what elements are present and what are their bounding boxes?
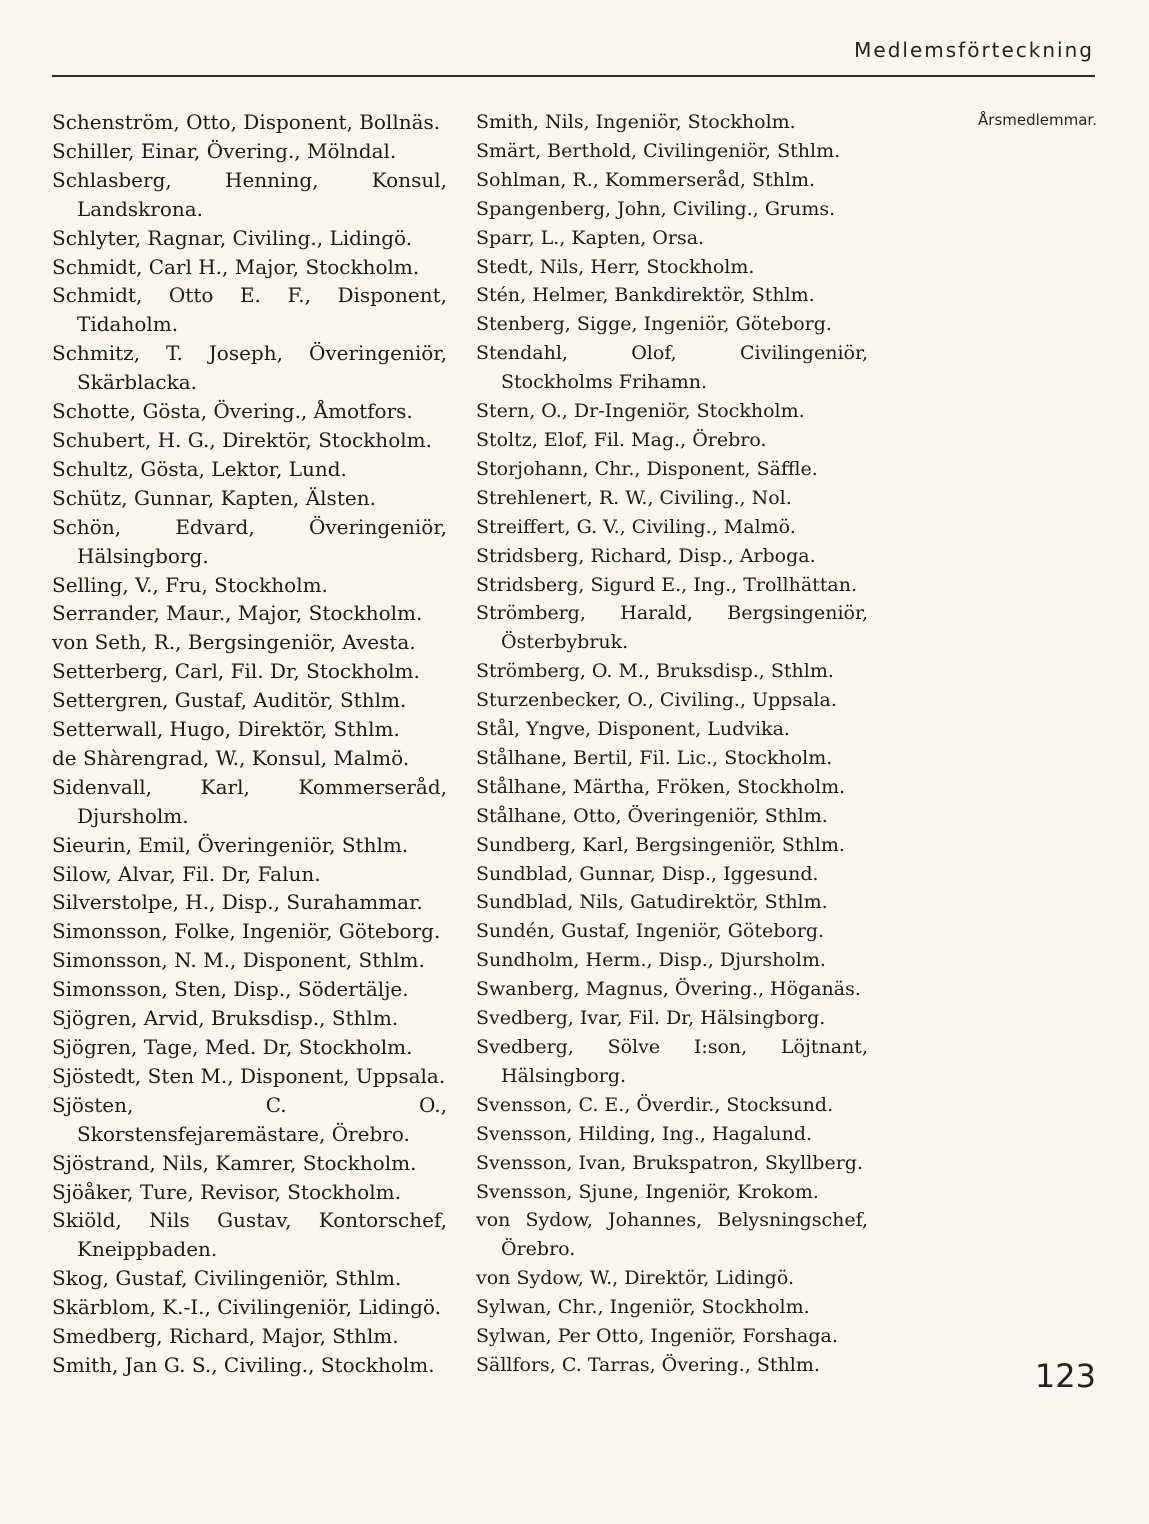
member-entry: Selling, V., Fru, Stockholm. [52,572,328,597]
member-entry: Sundén, Gustaf, Ingeniör, Göteborg. [476,920,825,943]
member-entry: Svensson, Ivan, Brukspatron, Skyllberg. [476,1151,863,1174]
page-number: 123 [1034,1357,1096,1395]
section-label: Årsmedlemmar. [978,111,1097,129]
member-entry: Stén, Helmer, Bankdirektör, Sthlm. [476,284,815,307]
member-entry: Sjöstedt, Sten M., Disponent, Uppsala. [52,1063,446,1088]
member-entry: Schultz, Gösta, Lektor, Lund. [52,456,347,481]
member-entry: von Sydow, Johannes, Belysningschef, Örebro. [476,1209,868,1261]
member-entry: Stoltz, Elof, Fil. Mag., Örebro. [476,428,767,451]
member-entry: Setterwall, Hugo, Direktör, Sthlm. [52,717,400,742]
member-entry: Sundholm, Herm., Disp., Djursholm. [476,949,826,972]
member-entry: Schlyter, Ragnar, Civiling., Lidingö. [52,225,413,250]
member-entry: Schiller, Einar, Övering., Mölndal. [52,138,397,163]
member-entry: Sundberg, Karl, Bergsingeniör, Sthlm. [476,833,845,856]
member-entry: Svensson, Sjune, Ingeniör, Krokom. [476,1180,819,1203]
member-entry: Silow, Alvar, Fil. Dr, Falun. [52,861,321,886]
member-entry: Sidenvall, Karl, Kommerseråd, Djursholm. [52,774,447,828]
member-entry: von Sydow, W., Direktör, Lidingö. [476,1267,794,1290]
member-entry: Spangenberg, John, Civiling., Grums. [476,197,836,220]
page-title: Medlemsförteckning [854,38,1094,62]
member-entry: Sohlman, R., Kommerseråd, Sthlm. [476,168,816,191]
member-entry: Simonsson, Folke, Ingeniör, Göteborg. [52,919,441,944]
member-entry: Stern, O., Dr-Ingeniör, Stockholm. [476,400,805,423]
member-entry: Setterberg, Carl, Fil. Dr, Stockholm. [52,659,420,684]
member-entry: Stridsberg, Sigurd E., Ing., Trollhättan. [476,573,858,596]
member-entry: de Shàrengrad, W., Konsul, Malmö. [52,745,410,770]
member-entry: Swanberg, Magnus, Övering., Höganäs. [476,978,861,1001]
right-column [476,108,868,1380]
member-entry: Sparr, L., Kapten, Orsa. [476,226,705,249]
member-entry: Simonsson, Sten, Disp., Södertälje. [52,977,409,1002]
member-entry: Stål, Yngve, Disponent, Ludvika. [476,718,790,741]
member-entry: Schubert, H. G., Direktör, Stockholm. [52,427,432,452]
member-entry: Sjöstrand, Nils, Kamrer, Stockholm. [52,1150,417,1175]
member-entry: Sturzenbecker, O., Civiling., Uppsala. [476,689,837,712]
member-entry: Smärt, Berthold, Civilingeniör, Sthlm. [476,139,841,162]
member-entry: Sjögren, Arvid, Bruksdisp., Sthlm. [52,1006,399,1031]
member-entry: Svensson, Hilding, Ing., Hagalund. [476,1122,813,1145]
member-entry: Sylwan, Chr., Ingeniör, Stockholm. [476,1296,810,1319]
member-entry: Schmidt, Carl H., Major, Stockholm. [52,254,420,279]
member-entry: Sundblad, Nils, Gatudirektör, Sthlm. [476,891,828,914]
member-entry: Settergren, Gustaf, Auditör, Sthlm. [52,688,407,713]
member-entry: Svedberg, Ivar, Fil. Dr, Hälsingborg. [476,1007,826,1030]
member-entry: Schütz, Gunnar, Kapten, Älsten. [52,485,376,510]
member-entry: Sällfors, C. Tarras, Övering., Sthlm. [476,1353,820,1376]
member-entry: Stenberg, Sigge, Ingeniör, Göteborg. [476,313,832,336]
member-entry: Schotte, Gösta, Övering., Åmotfors. [52,399,413,424]
member-entry: Sundblad, Gunnar, Disp., Iggesund. [476,862,819,885]
member-entry: Strömberg, O. M., Bruksdisp., Sthlm. [476,660,834,683]
member-entry: Simonsson, N. M., Disponent, Sthlm. [52,948,425,973]
member-entry: Schenström, Otto, Disponent, Bollnäs. [52,110,441,134]
member-entry: Stålhane, Otto, Överingeniör, Sthlm. [476,804,828,827]
member-entry: Skärblom, K.-I., Civilingeniör, Lidingö. [52,1295,441,1320]
member-entry: Storjohann, Chr., Disponent, Säffle. [476,457,818,480]
left-column [52,108,447,1380]
member-entry: Skog, Gustaf, Civilingeniör, Sthlm. [52,1266,402,1291]
member-entry: Streiffert, G. V., Civiling., Malmö. [476,515,796,538]
member-entry: Svedberg, Sölve I:son, Löjtnant, Hälsingborg. [476,1036,868,1087]
member-entry: Schmitz, T. Joseph, Överingeniör, Skärblacka. [52,341,447,395]
member-entry: Svensson, C. E., Överdir., Stocksund. [476,1093,834,1116]
member-entry: Sjögren, Tage, Med. Dr, Stockholm. [52,1035,413,1059]
member-entry: Sieurin, Emil, Överingeniör, Sthlm. [52,832,409,857]
member-entry: Stridsberg, Richard, Disp., Arboga. [476,544,816,567]
member-entry: Smith, Nils, Ingeniör, Stockholm. [476,111,796,133]
member-entry: Smedberg, Richard, Major, Sthlm. [52,1324,399,1349]
member-entry: Serrander, Maur., Major, Stockholm. [52,601,423,626]
member-entry: Stålhane, Bertil, Fil. Lic., Stockholm. [476,746,833,769]
member-entry: Schlasberg, Henning, Konsul, Landskrona. [52,167,447,221]
member-entry: Schön, Edvard, Överingeniör, Hälsingborg. [52,514,447,568]
member-entry: Silverstolpe, H., Disp., Surahammar. [52,890,423,915]
member-entry: von Seth, R., Bergsingeniör, Avesta. [52,630,416,655]
member-entry: Stendahl, Olof, Civilingeniör, Stockholms Frihamn. [476,342,868,394]
member-entry: Skiöld, Nils Gustav, Kontorschef, Kneippbaden. [52,1208,447,1262]
member-entry: Schmidt, Otto E. F., Disponent, Tidaholm. [52,283,447,337]
member-entry: Stålhane, Märtha, Fröken, Stockholm. [476,775,846,798]
member-entry: Smith, Jan G. S., Civiling., Stockholm. [52,1352,435,1377]
member-entry: Sjöåker, Ture, Revisor, Stockholm. [52,1179,401,1204]
member-entry: Sylwan, Per Otto, Ingeniör, Forshaga. [476,1325,838,1348]
member-entry: Stedt, Nils, Herr, Stockholm. [476,255,755,278]
member-entry: Strömberg, Harald, Bergsingeniör, Österbybruk. [476,602,868,654]
member-entry: Strehlenert, R. W., Civiling., Nol. [476,486,792,509]
member-entry: Sjösten, C. O., Skorstensfejaremästare, Örebro. [52,1092,447,1146]
header-rule [52,75,1095,77]
